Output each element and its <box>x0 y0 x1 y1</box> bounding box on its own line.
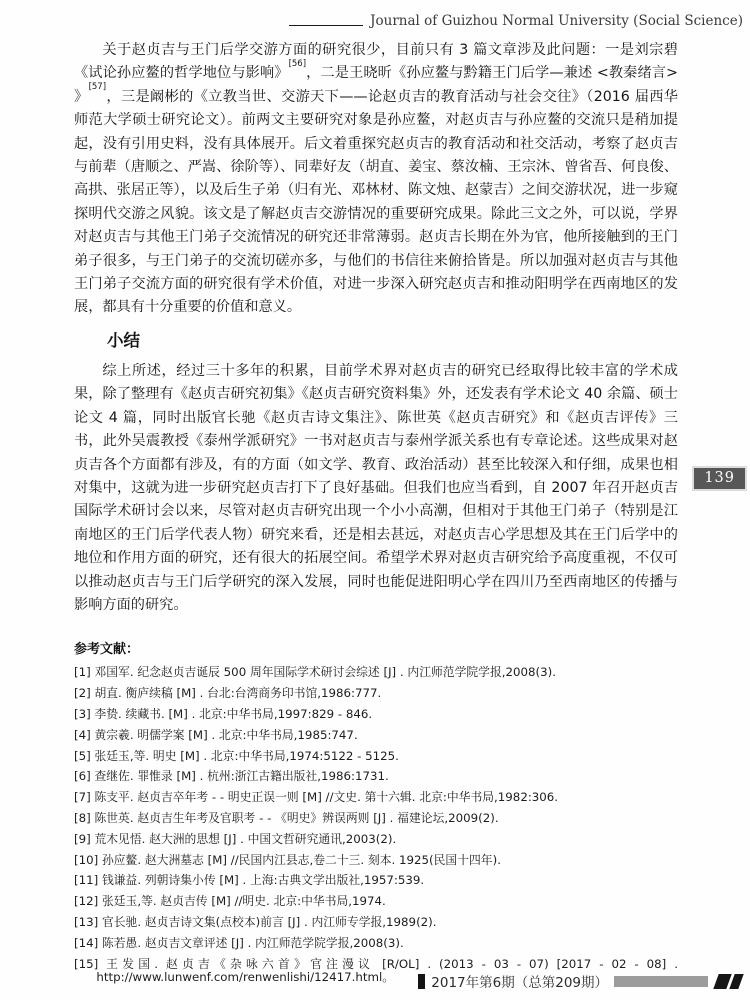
paragraph-summary: 综上所述，经过三十多年的积累，目前学术界对赵贞吉的研究已经取得比较丰富的学术成果，除了整理有《赵贞吉研究初集》《赵贞吉研究资料集》外，还发表有学术论文 40 余篇、硕士论文 4 篇，同时出版官长驰《赵贞吉诗文集注》、陈世英《赵贞吉研究》和《赵贞吉评传》三书，此外吴震教授《泰州学派研究》一书对赵贞吉与泰州学派关系也有专章论述。这些成果对赵贞吉各个方面都有涉及，有的方面（如文学、教育、政治活动）甚至比较深入和仔细，成果也相对集中，这就为进一步研究赵贞吉打下了良好基础。但我们也应当看到，自 2007 年召开赵贞吉国际学术研讨会以来，尽管对赵贞吉研究出现一个小小高潮，但相对于其他王门弟子（特别是江南地区的王门后学代表人物）研究来看，还是相去甚远，对赵贞吉心学思想及其在王门后学中的地位和作用方面的研究，还有很大的拓展空间。希望学术界对赵贞吉研究给予高度重视，不仅可以推动赵贞吉与王门后学研究的深入发展，同时也能促进阳明心学在四川乃至西南地区的传播与影响方面的研究。 <box>74 362 678 613</box>
references-heading: 参考文献： <box>74 642 140 658</box>
references-section <box>74 642 678 984</box>
footnote-ref-56: [56] <box>288 58 307 69</box>
reference-item: [10] 孙应鳌. 赵大洲墓志 [M] //民国内江县志,卷二十三. 刻本. 1925(民国十四年). <box>74 852 501 867</box>
page-number-badge: 139 <box>694 468 745 489</box>
reference-item: [13] 官长驰. 赵贞吉诗文集(点校本)前言 [J] . 内江师专学报,1989(2). <box>74 914 437 929</box>
reference-item: [1] 邓国军. 纪念赵贞吉诞辰 500 周年国际学术研讨会综述 [J] . 内江师范学院学报,2008(3). <box>74 665 557 680</box>
page-header <box>289 13 743 29</box>
reference-item: [15] 王发国. 赵贞吉《杂咏六首》官注漫议 [R/OL] . (2013 - 03 - 07) [2017 - 02 - 08] . http://www.lunwenf.com/renwenlishi/12417.html。 <box>74 956 678 984</box>
section-heading-summary: 小结 <box>107 330 140 350</box>
footer-slash-icon <box>729 974 743 989</box>
reference-item: [9] 荒木见悟. 赵大洲的思想 [J] . 中国文哲研究通讯,2003(2). <box>74 831 397 846</box>
reference-item: [2] 胡直. 衡庐续稿 [M] . 台北:台湾商务印书馆,1986:777. <box>74 686 382 701</box>
reference-item: [14] 陈若愚. 赵贞吉文章评述 [J] . 内江师范学院学报,2008(3). <box>74 935 404 950</box>
footer-black-bar <box>418 974 425 989</box>
references-list <box>74 666 678 984</box>
reference-item: [12] 张廷玉,等. 赵贞吉传 [M] //明史. 北京:中华书局,1974. <box>74 894 386 909</box>
article-body <box>74 39 678 992</box>
issue-info: 2017年第6期（总第209期） <box>431 975 608 991</box>
reference-item: [8] 陈世英. 赵贞吉生年考及官职考 - - 《明史》辨误两则 [J] . 福建论坛,2009(2). <box>74 810 499 825</box>
page-footer <box>418 971 741 991</box>
para1-segment-2: ，二是王晓昕《孙应鳌与黔籍王门后学—兼述 <教秦绪言> 》 <box>74 65 678 105</box>
reference-item: [4] 黄宗羲. 明儒学案 [M] . 北京:中华书局,1985:747. <box>74 727 358 742</box>
reference-item: [6] 查继佐. 罪惟录 [M] . 杭州:浙江古籍出版社,1986:1731. <box>74 769 389 784</box>
header-rule <box>289 25 363 27</box>
footnote-ref-57: [57] <box>88 82 107 93</box>
reference-item: [7] 陈支平. 赵贞吉卒年考 - - 明史正误一则 [M] //文史. 第十六辑. 北京:中华书局,1982:306. <box>74 790 559 805</box>
reference-item: [5] 张廷玉,等. 明史 [M] . 北京:中华书局,1974:5122 - 5125. <box>74 748 399 763</box>
paragraph-research-status <box>74 39 678 320</box>
journal-title: Journal of Guizhou Normal University (Social Science) <box>370 13 743 29</box>
reference-item: [3] 李贽. 续藏书. [M] . 北京:中华书局,1997:829 - 846. <box>74 706 373 721</box>
para1-segment-1: 关于赵贞吉与王门后学交游方面的研究很少，目前只有 3 篇文章涉及此问题：一是刘宗碧《试论孙应鳌的哲学地位与影响》 <box>74 42 678 82</box>
para1-segment-3: ，三是阚彬的《立教当世、交游天下——论赵贞吉的教育活动与社会交往》（2016 届西华师范大学硕士研究论文）。前两文主要研究对象是孙应鳌，对赵贞吉与孙应鳌的交流只是稍加提起，没有引用史料，没有具体展开。后文着重探究赵贞吉的教育活动和社交活动，考察了赵贞吉与前辈（唐顺之、严嵩、徐阶等）、同辈好友（胡直、姜宝、蔡汝楠、王宗沐、曾省吾、何良俊、高拱、张居正等），以及后生子弟（归有光、邓林材、陈文烛、赵蒙吉）之间交游状况，进一步窥探明代交游之风貌。该文是了解赵贞吉交游情况的重要研究成果。除此三文之外，可以说，学界对赵贞吉与其他王门弟子交流情况的研究还非常薄弱。赵贞吉长期在外为官，他所接触到的王门弟子很多，与王门弟子的交流切磋亦多，与他们的书信往来俯拾皆是。所以加强对赵贞吉与其他王门弟子交流方面的研究很有学术价值，对进一步深入研究赵贞吉和推动阳明学在西南地区的发展，都具有十分重要的价值和意义。 <box>74 88 678 316</box>
reference-item: [11] 钱谦益. 列朝诗集小传 [M] . 上海:古典文学出版社,1957:539. <box>74 873 425 888</box>
footer-gray-bar <box>614 976 708 987</box>
